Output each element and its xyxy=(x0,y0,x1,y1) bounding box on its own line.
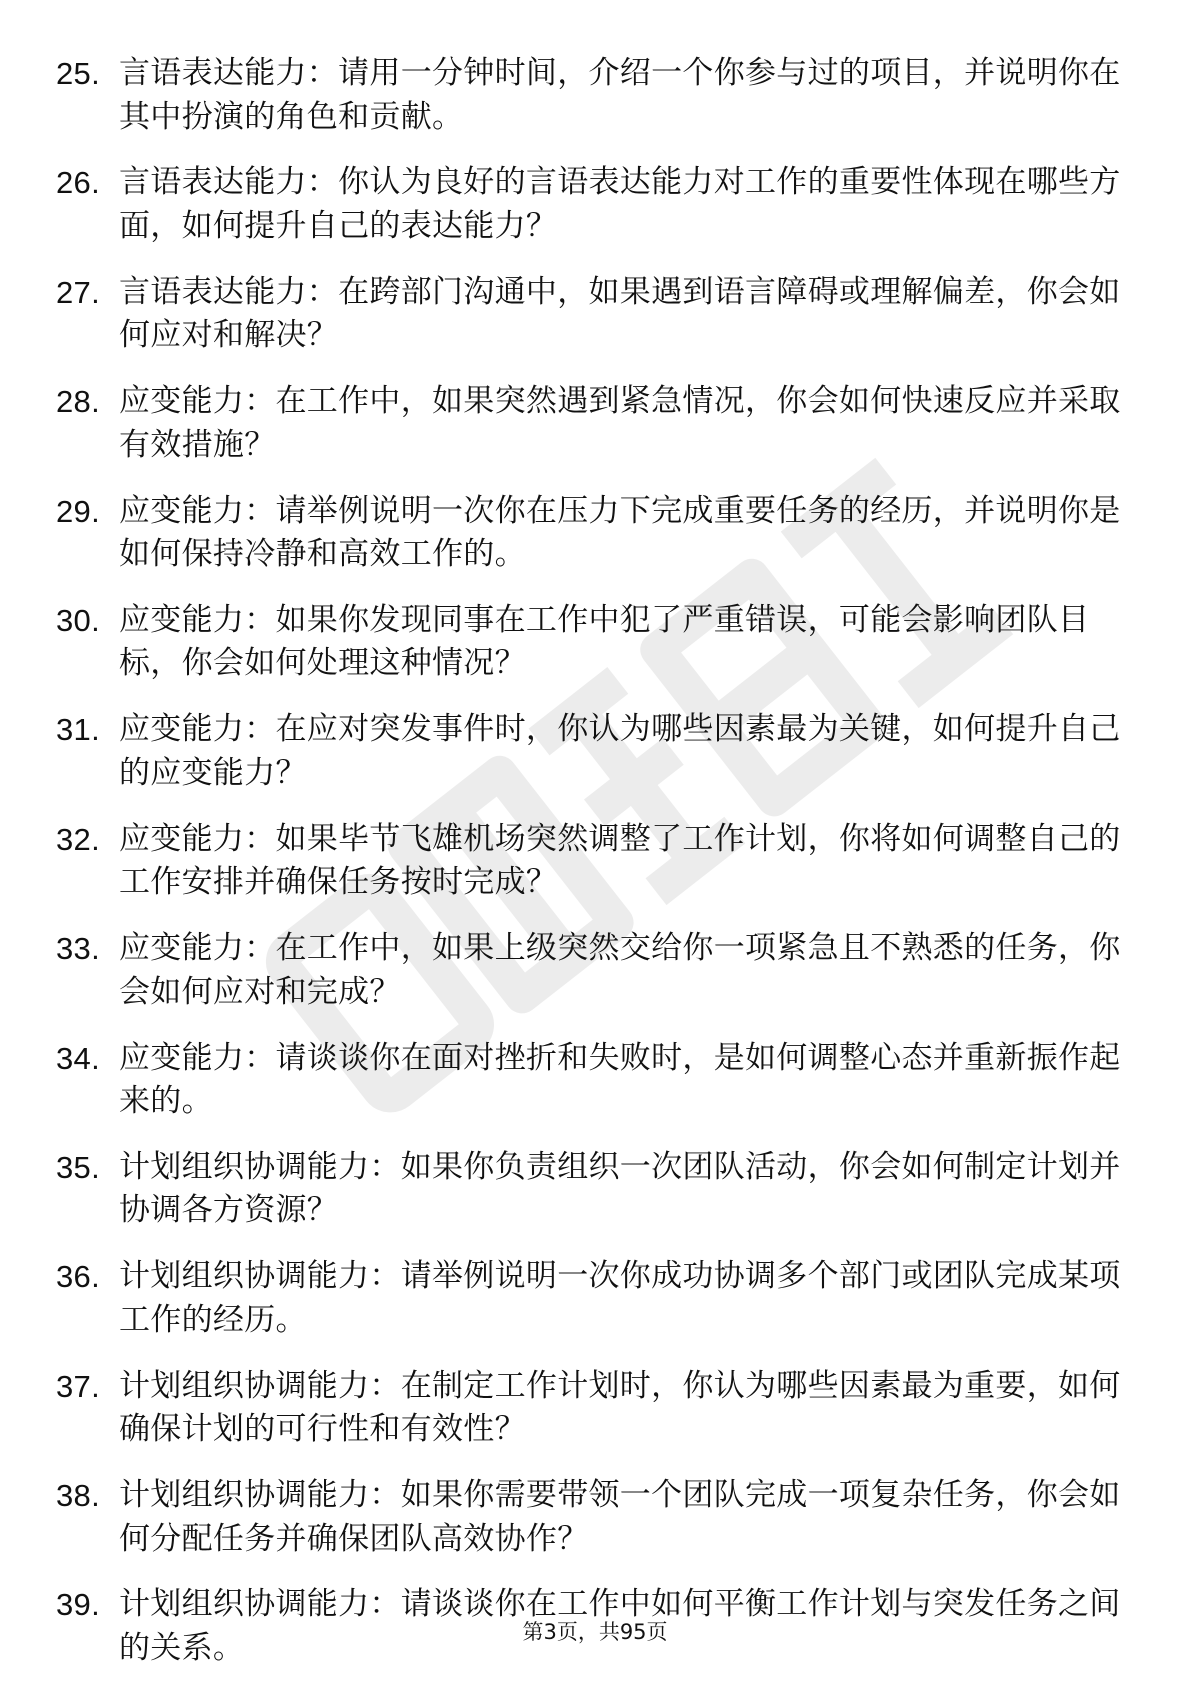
question-number: 30. xyxy=(56,602,100,638)
question-number: 27. xyxy=(56,274,100,310)
question-text: 应变能力：请谈谈你在面对挫折和失败时，是如何调整心态并重新振作起来的。 xyxy=(119,1039,1121,1120)
list-item xyxy=(56,271,1136,358)
question-number: 26. xyxy=(56,165,100,201)
question-text: 应变能力：如果你发现同事在工作中犯了严重错误，可能会影响团队目标，你会如何处理这种情况？ xyxy=(119,601,1090,682)
list-item xyxy=(56,927,1136,1014)
list-item xyxy=(56,161,1136,248)
question-number: 35. xyxy=(56,1149,100,1185)
question-number: 28. xyxy=(56,384,100,420)
list-item xyxy=(56,599,1136,686)
list-item xyxy=(56,708,1136,795)
question-text: 计划组织协调能力：如果你负责组织一次团队活动，你会如何制定计划并协调各方资源？ xyxy=(119,1148,1121,1229)
question-number: 25. xyxy=(56,56,100,91)
question-number: 36. xyxy=(56,1259,100,1295)
list-item xyxy=(56,1365,1136,1452)
list-item xyxy=(56,1255,1136,1342)
question-text: 应变能力：如果毕节飞雄机场突然调整了工作计划，你将如何调整自己的工作安排并确保任务按时完成？ xyxy=(119,820,1121,901)
question-list xyxy=(56,52,1136,1693)
question-text: 言语表达能力：在跨部门沟通中，如果遇到语言障碍或理解偏差，你会如何应对和解决？ xyxy=(119,273,1121,354)
question-text: 应变能力：请举例说明一次你在压力下完成重要任务的经历，并说明你是如何保持冷静和高效工作的。 xyxy=(119,492,1121,573)
list-item xyxy=(56,490,1136,577)
list-item xyxy=(56,1474,1136,1561)
page-number-footer: 第3页，共95页 xyxy=(522,1620,668,1644)
list-item xyxy=(56,52,1136,139)
question-number: 31. xyxy=(56,712,100,748)
list-item xyxy=(56,818,1136,905)
question-number: 33. xyxy=(56,931,100,967)
question-text: 言语表达能力：你认为良好的言语表达能力对工作的重要性体现在哪些方面，如何提升自己的表达能力？ xyxy=(119,164,1121,244)
question-text: 计划组织协调能力：如果你需要带领一个团队完成一项复杂任务，你会如何分配任务并确保团队高效协作？ xyxy=(119,1477,1121,1557)
list-item xyxy=(56,1037,1136,1124)
question-text: 应变能力：在工作中，如果上级突然交给你一项紧急且不熟悉的任务，你会如何应对和完成？ xyxy=(119,930,1121,1010)
question-number: 29. xyxy=(56,493,100,529)
question-number: 38. xyxy=(56,1478,100,1514)
question-text: 应变能力：在工作中，如果突然遇到紧急情况，你会如何快速反应并采取有效措施？ xyxy=(119,383,1121,463)
list-item xyxy=(56,380,1136,467)
question-number: 37. xyxy=(56,1368,100,1404)
question-number: 34. xyxy=(56,1040,100,1076)
question-text: 计划组织协调能力：请举例说明一次你成功协调多个部门或团队完成某项工作的经历。 xyxy=(119,1258,1121,1338)
list-item xyxy=(56,1146,1136,1233)
question-number: 39. xyxy=(56,1587,100,1623)
question-text: 计划组织协调能力：在制定工作计划时，你认为哪些因素最为重要，如何确保计划的可行性和有效性？ xyxy=(119,1367,1121,1448)
question-number: 32. xyxy=(56,821,100,857)
question-text: 计划组织协调能力：请谈谈你在工作中如何平衡工作计划与突发任务之间的关系。 xyxy=(119,1586,1121,1666)
question-text: 言语表达能力：请用一分钟时间，介绍一个你参与过的项目，并说明你在其中扮演的角色和贡献。 xyxy=(119,55,1121,135)
question-text: 应变能力：在应对突发事件时，你认为哪些因素最为关键，如何提升自己的应变能力？ xyxy=(119,711,1121,791)
